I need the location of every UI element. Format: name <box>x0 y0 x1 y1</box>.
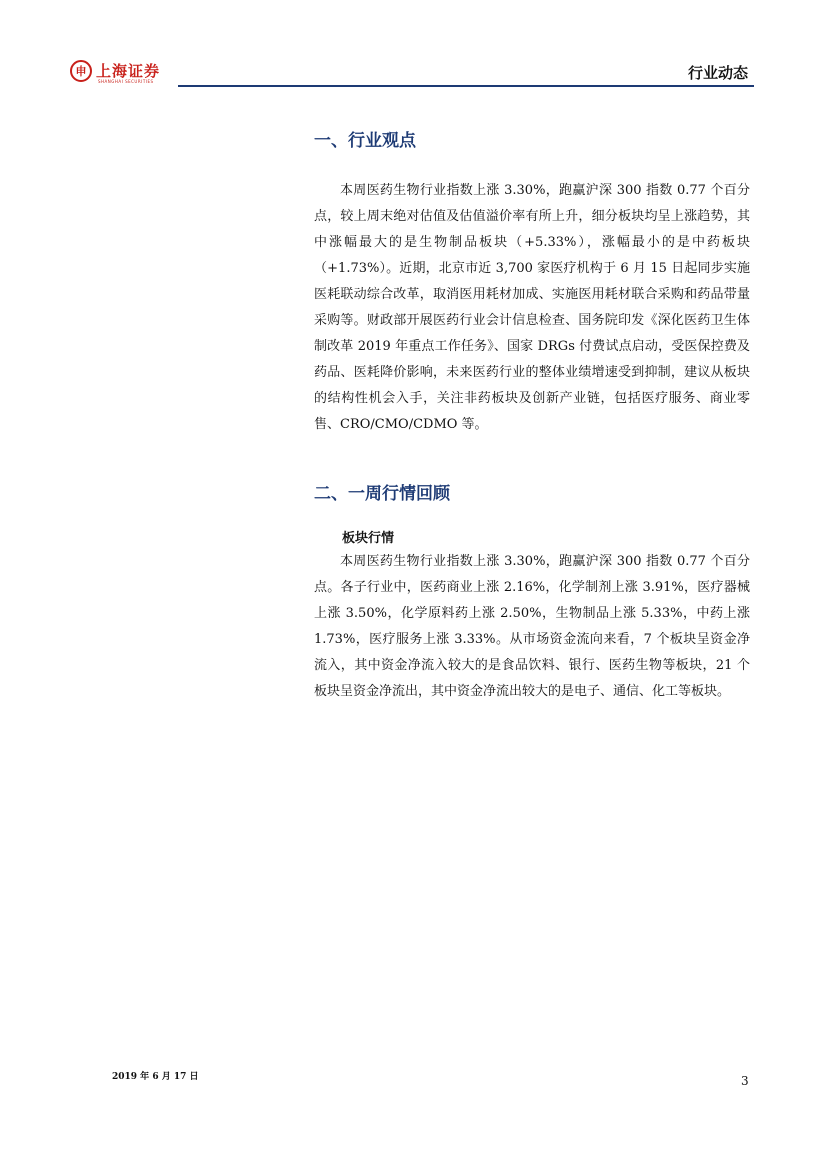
logo-text: 上海证券 <box>96 61 161 80</box>
subsection-title-sector: 板块行情 <box>342 531 395 546</box>
header-divider <box>178 85 754 87</box>
page-header <box>70 58 754 88</box>
weekly-review-paragraph: 本周医药生物行业指数上涨 3.30%，跑赢沪深 300 指数 0.77 个百分点。各子行业中，医药商业上涨 2.16%，化学制剂上涨 3.91%，医疗器械上涨 3.50%，化学原料药上涨 2.50%，生物制品上涨 5.33%，中药上涨 1.73%，医疗服务上涨 3.33%。从市场资金流向来看，7 个板块呈资金净流入，其中资金净流入较大的是食品饮料、银行、医药生物等板块，21 个板块呈资金净流出，其中资金净流出较大的是电子、通信、化工等板块。 <box>314 554 750 699</box>
report-type-label: 行业动态 <box>687 64 748 82</box>
logo-subtext: SHANGHAI SECURITIES <box>98 79 154 84</box>
logo-emblem-icon: 申 <box>70 60 92 82</box>
section-title-weekly-review: 二、一周行情回顾 <box>314 484 450 504</box>
section-title-industry-view: 一、行业观点 <box>314 131 416 151</box>
page-number: 3 <box>741 1074 749 1088</box>
industry-view-paragraph: 本周医药生物行业指数上涨 3.30%，跑赢沪深 300 指数 0.77 个百分点，较上周末绝对估值及估值溢价率有所上升，细分板块均呈上涨趋势，其中涨幅最大的是生物制品板块（+5.33%），涨幅最小的是中药板块（+1.73%）。近期，北京市近 3,700 家医疗机构于 6 月 15 日起同步实施医耗联动综合改革，取消医用耗材加成、实施医用耗材联合采购和药品带量采购等。财政部开展医药行业会计信息检查、国务院印发《深化医药卫生体制改革 2019 年重点工作任务》、国家 DRGs 付费试点启动，受医保控费及药品、医耗降价影响，未来医药行业的整体业绩增速受到抑制，建议从板块的结构性机会入手，关注非药板块及创新产业链，包括医疗服务、商业零售、CRO/CMO/CDMO 等。 <box>314 183 750 432</box>
footer-date: 2019 年 6 月 17 日 <box>112 1072 199 1082</box>
